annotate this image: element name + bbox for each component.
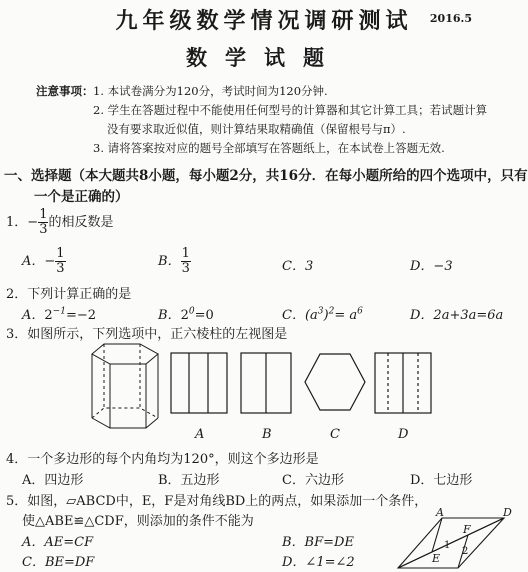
question-5-option-d: D．∠1=∠2 <box>282 555 355 570</box>
question-5-option-c: C．BE=DF <box>22 555 95 570</box>
question-1-option-a: A．− $\frac{1}{3}$ <box>22 246 65 276</box>
figure-label-b: B <box>262 427 272 442</box>
fraction: $\frac{1}{3}$ <box>39 207 48 237</box>
vertex-d-label: D <box>503 506 512 519</box>
question-5-stem: 5．如图，▱ABCD中，E，F是对角线BD上的两点，如果添加一个条件， <box>6 494 428 509</box>
section-heading: 一、选择题（本大题共8小题，每小题2分，共16分．在每小题所给的四个选项中，只有 <box>4 168 528 184</box>
option-c-figure <box>304 352 366 412</box>
option-b-figure <box>240 352 292 414</box>
question-5-option-b: B．BF=DE <box>282 535 354 550</box>
hexagonal-prism-figure <box>88 340 163 435</box>
question-2-option-b: B．$2^0=0$ <box>158 306 214 323</box>
question-2-option-d: D．2a+3a=6a <box>410 308 504 323</box>
figure-label-d: D <box>398 427 409 442</box>
question-2-option-a: A．$2^{-1}=-2$ <box>22 306 97 323</box>
parallelogram-figure <box>392 506 522 572</box>
notes-label: 注意事项： <box>36 84 94 98</box>
angle-1-label: 1 <box>444 540 451 551</box>
question-4-option-b: B．五边形 <box>158 473 220 488</box>
figure-label-a: A <box>195 427 205 442</box>
section-heading-cont: 一个是正确的） <box>34 189 129 205</box>
question-4-option-a: A．四边形 <box>22 473 84 488</box>
question-4-stem: 4．一个多边形的每个内角均为120°，则这个多边形是 <box>6 452 319 467</box>
exam-title: 九年级数学情况调研测试 <box>115 8 413 34</box>
point-f-label: F <box>463 523 471 536</box>
question-1-number: 1． <box>6 215 28 230</box>
note-item-3: 3. 请将答案按对应的题号全部填写在答题纸上，在本试卷上答题无效. <box>93 141 445 155</box>
question-5-option-a: A．AE=CF <box>22 535 94 550</box>
exam-date: 2016.5 <box>429 12 472 25</box>
question-1-stem: 1．− $\frac{1}{3}$ 的相反数是 <box>6 207 114 237</box>
note-item-2-cont: 没有要求取近似值，则计算结果取精确值（保留根号与π）. <box>107 122 406 136</box>
vertex-a-label: A <box>436 506 444 519</box>
option-a-figure <box>170 352 228 414</box>
figure-label-c: C <box>330 427 340 442</box>
exam-subtitle: 数学试题 <box>186 45 342 70</box>
question-5-stem-cont: 使△ABE≌△CDF，则添加的条件不能为 <box>22 514 254 529</box>
option-d-figure <box>374 352 432 414</box>
question-2-stem: 2．下列计算正确的是 <box>6 287 132 302</box>
angle-2-label: 2 <box>462 546 469 557</box>
question-2-option-c: C．$(a^3)^2= a^6$ <box>282 306 363 323</box>
question-4-option-c: C．六边形 <box>282 473 344 488</box>
question-1-option-b: B． $\frac{1}{3}$ <box>158 246 190 276</box>
note-item-2: 2. 学生在答题过程中不能使用任何型号的计算器和其它计算工具；若试题计算 <box>93 103 488 117</box>
point-e-label: E <box>432 552 441 565</box>
question-4-option-d: D．七边形 <box>410 473 473 488</box>
question-3-stem: 3．如图所示，下列选项中，正六棱柱的左视图是 <box>6 327 288 342</box>
question-1-option-d: D．−3 <box>410 259 453 274</box>
question-1-option-c: C．3 <box>282 259 314 274</box>
note-item-1: 1. 本试卷满分为120分，考试时间为120分钟. <box>93 84 328 98</box>
